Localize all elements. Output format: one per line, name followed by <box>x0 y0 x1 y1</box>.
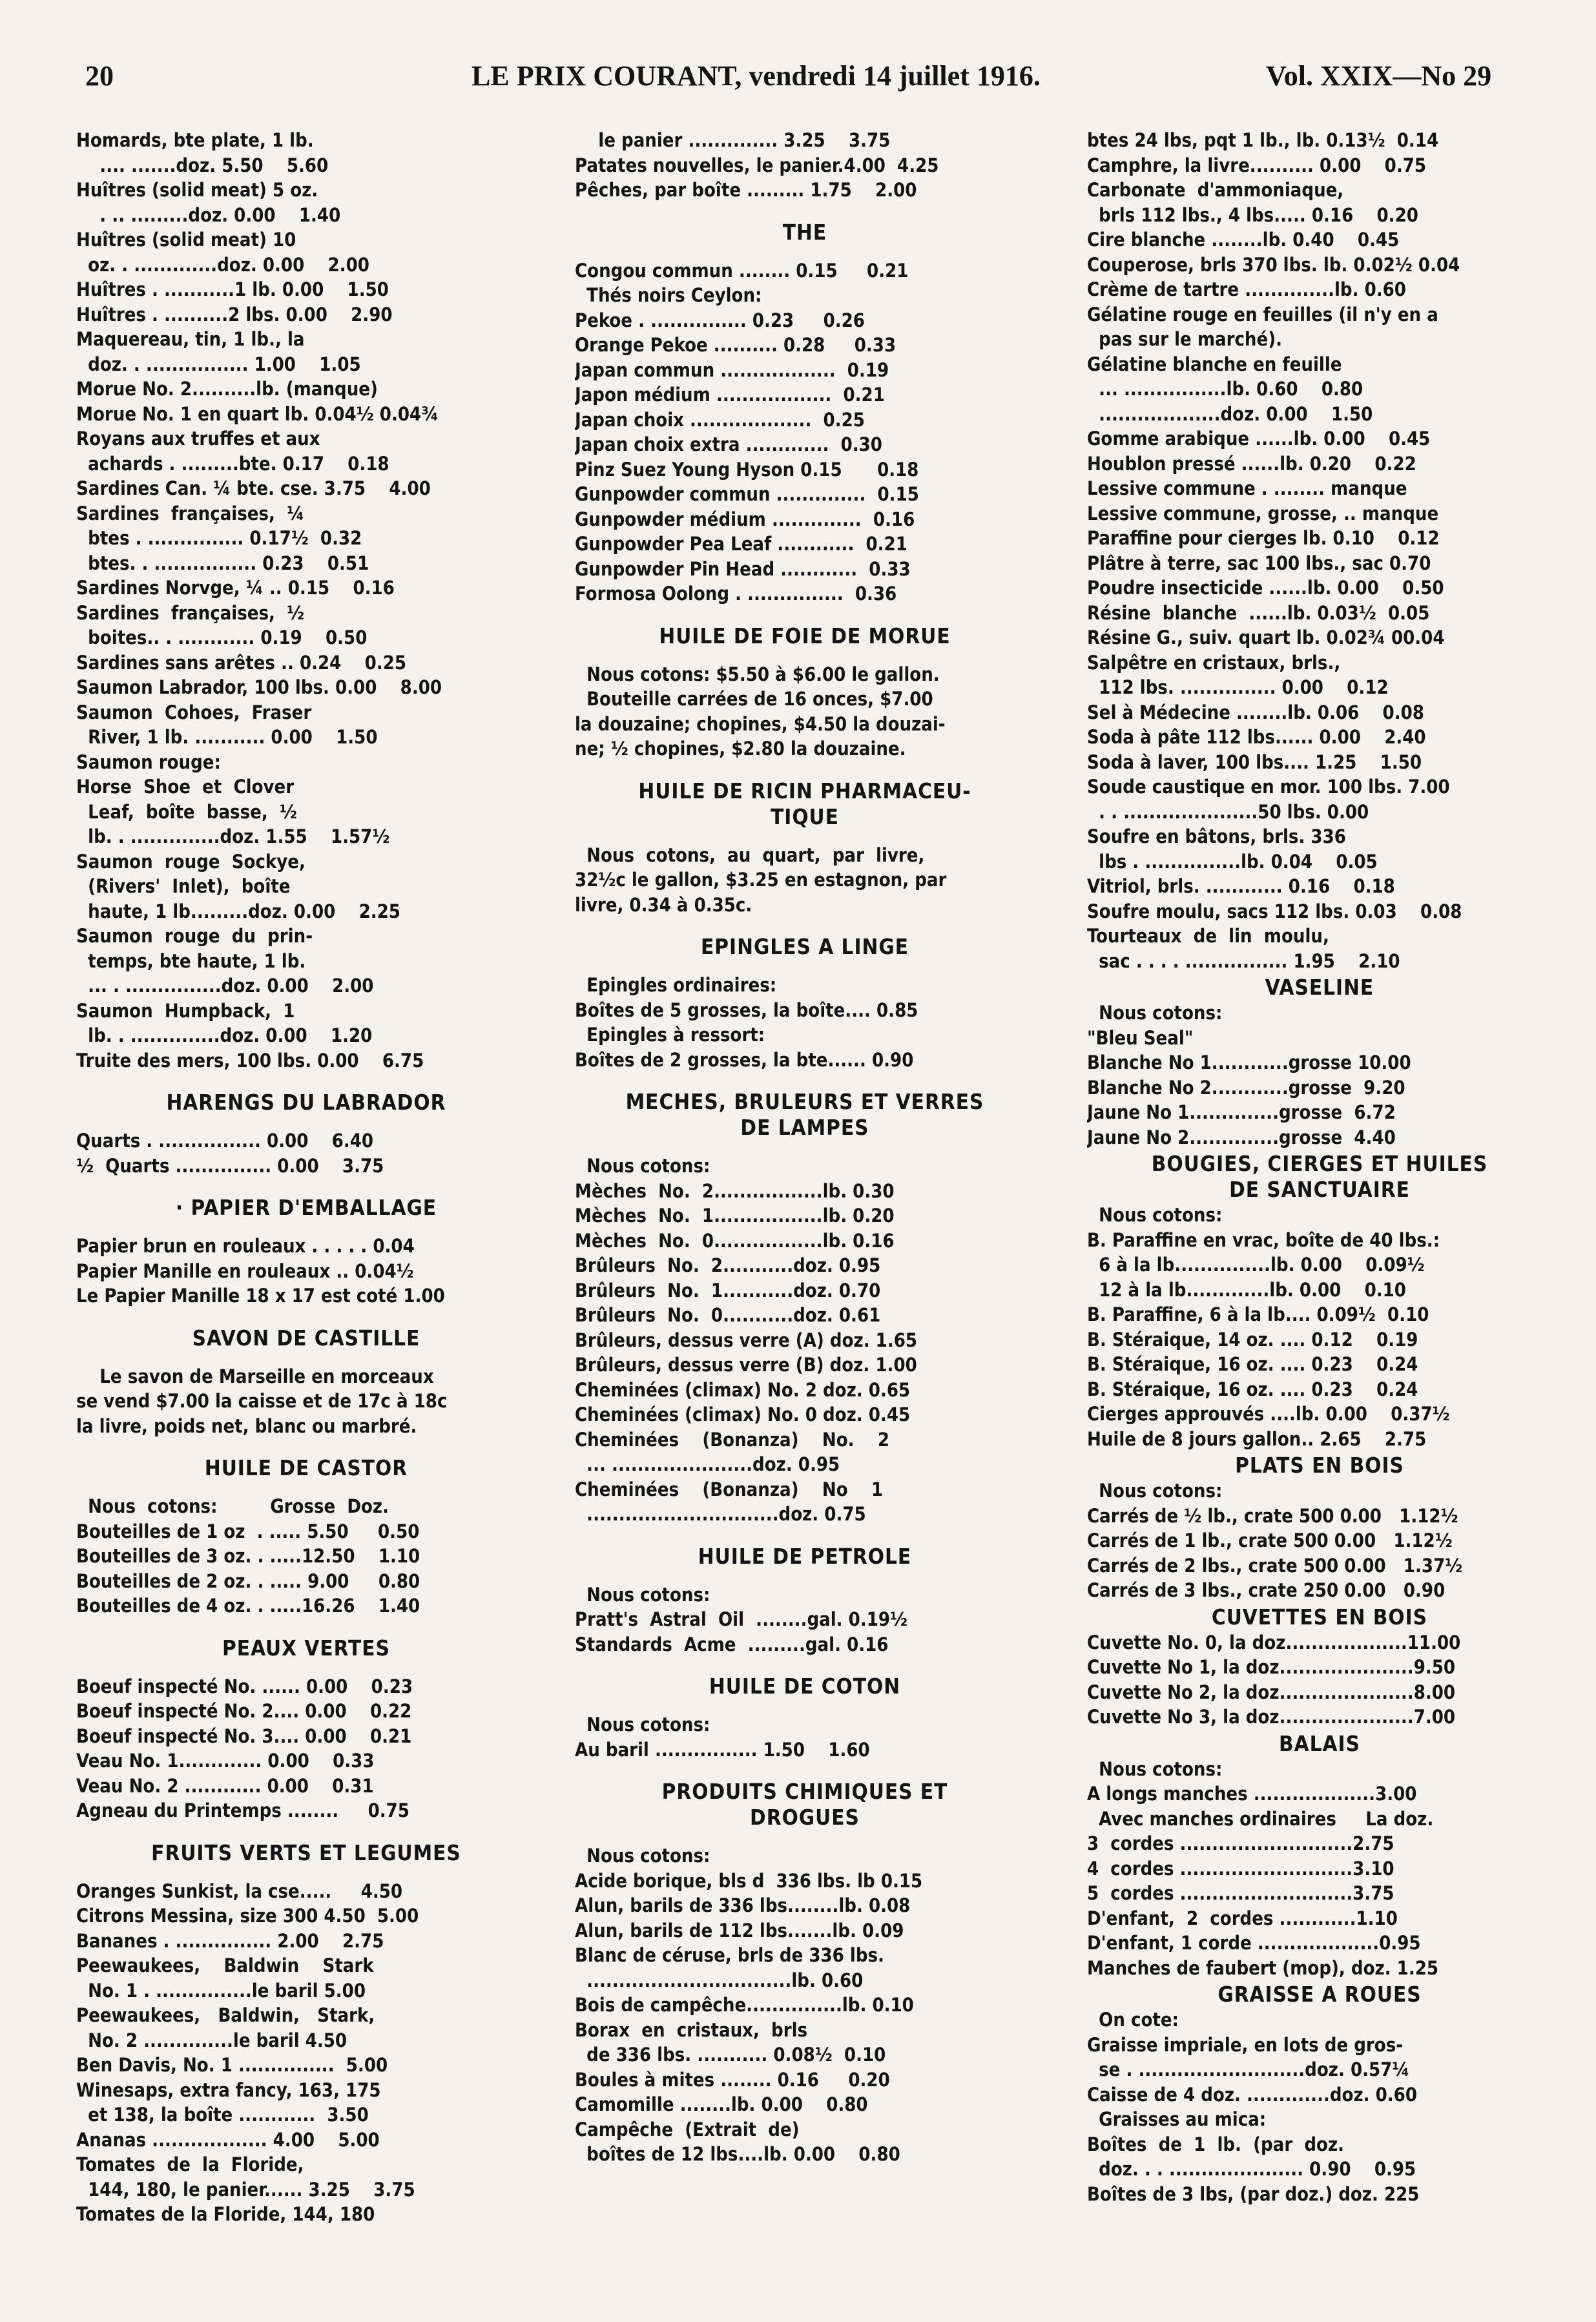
price-line: Citrons Messina, size 300 4.50 5.00 <box>76 1905 419 1927</box>
section-heading: FRUITS VERTS ET LEGUMES <box>151 1840 461 1865</box>
price-line: Cuvette No. 0, la doz...................11.00 <box>1087 1631 1461 1653</box>
price-line: Gunpowder commun .............. 0.15 <box>575 483 919 505</box>
section-heading: PLATS EN BOIS <box>1235 1453 1404 1478</box>
price-line: btes . ............... 0.17½ 0.32 <box>76 527 362 549</box>
price-line: Au baril ................ 1.50 1.60 <box>575 1738 870 1761</box>
price-line: Saumon rouge: <box>76 751 221 773</box>
price-line: brls 112 lbs., 4 lbs..... 0.16 0.20 <box>1087 203 1418 226</box>
price-line: Carrés de 2 lbs., crate 500 0.00 1.37½ <box>1087 1554 1463 1577</box>
price-line: Pêches, par boîte ......... 1.75 2.00 <box>575 179 917 201</box>
price-line: Nous cotons: <box>1087 1002 1223 1024</box>
price-line: Acide borique, bls d 336 lbs. lb 0.15 <box>575 1869 923 1892</box>
price-line: Boîtes de 3 lbs, (par doz.) doz. 225 <box>1087 2182 1420 2205</box>
price-line: et 138, la boîte ............ 3.50 <box>76 2104 369 2126</box>
price-line: Ananas .................. 4.00 5.00 <box>76 2128 380 2151</box>
price-line: Royans aux truffes et aux <box>76 428 320 450</box>
price-line: B. Stéraique, 16 oz. .... 0.23 0.24 <box>1087 1378 1418 1400</box>
price-line: Soude caustique en mor. 100 lbs. 7.00 <box>1087 776 1450 798</box>
price-line: 144, 180, le panier...... 3.25 3.75 <box>76 2178 415 2201</box>
price-line: Gunpowder Pea Leaf ............ 0.21 <box>575 533 907 555</box>
price-line: Huîtres (solid meat) 10 <box>76 229 296 251</box>
price-line: Mèches No. 2.................lb. 0.30 <box>575 1179 895 1202</box>
price-line: Nous cotons: <box>575 1714 710 1736</box>
price-line: Caisse de 4 doz. .............doz. 0.60 <box>1087 2083 1417 2106</box>
price-line: Camomille ........lb. 0.00 0.80 <box>575 2093 868 2115</box>
section-heading: BALAIS <box>1279 1730 1360 1756</box>
price-line: la livre, poids net, blanc ou marbré. <box>76 1415 417 1437</box>
price-line: Camphre, la livre.......... 0.00 0.75 <box>1087 154 1427 176</box>
price-line: Japan commun .................. 0.19 <box>575 358 889 381</box>
price-line: ................................lb. 0.60 <box>575 1969 864 1991</box>
price-line: Cire blanche ........lb. 0.40 0.45 <box>1087 229 1400 251</box>
price-line: Patates nouvelles, le panier.4.00 4.25 <box>575 154 939 176</box>
price-line: Carrés de 3 lbs., crate 250 0.00 0.90 <box>1087 1579 1446 1601</box>
price-line: Formosa Oolong . ............... 0.36 <box>575 583 897 605</box>
section-heading: PRODUITS CHIMIQUES ET DROGUES <box>661 1779 948 1830</box>
section-heading: HUILE DE CASTOR <box>204 1455 408 1480</box>
price-line: 32½c le gallon, $3.25 en estagnon, par <box>575 869 947 891</box>
price-line: Cheminées (Bonanza) No. 2 <box>575 1428 889 1451</box>
price-line: Nous cotons: <box>575 1845 710 1867</box>
price-line: Huîtres . ...........1 lb. 0.00 1.50 <box>76 278 389 300</box>
price-line: ne; ½ chopines, $2.80 la douzaine. <box>575 738 906 760</box>
price-line: Truite des mers, 100 lbs. 0.00 6.75 <box>76 1049 424 1072</box>
price-line: Saumon Humpback, 1 <box>76 999 295 1022</box>
section-heading: CUVETTES EN BOIS <box>1211 1604 1428 1630</box>
price-line: Couperose, brls 370 lbs. lb. 0.02½ 0.04 <box>1087 253 1460 276</box>
column-1 <box>76 128 536 2227</box>
price-line: Bananes . ............... 2.00 2.75 <box>76 1929 384 1952</box>
price-line: Saumon rouge Sockye, <box>76 850 306 873</box>
price-line: Nous cotons: Grosse Doz. <box>76 1495 389 1517</box>
section-heading: HUILE DE PETROLE <box>698 1543 912 1569</box>
price-line: ... ......................doz. 0.95 <box>575 1453 840 1475</box>
price-line: Epingles ordinaires: <box>575 974 777 996</box>
price-line: ½ Quarts ............... 0.00 3.75 <box>76 1154 384 1177</box>
section-heading: HARENGS DU LABRADOR <box>166 1090 446 1115</box>
price-line: Boeuf inspecté No. 2.... 0.00 0.22 <box>76 1700 412 1722</box>
price-line: Brûleurs No. 1...........doz. 0.70 <box>575 1279 881 1301</box>
price-line: B. Stéraique, 16 oz. .... 0.23 0.24 <box>1087 1353 1418 1375</box>
price-line: Sardines françaises, ¼ <box>76 502 305 524</box>
price-line: Saumon Cohoes, Fraser <box>76 701 312 723</box>
price-line: Boîtes de 5 grosses, la boîte.... 0.85 <box>575 999 918 1021</box>
price-line: Epingles à ressort: <box>575 1024 765 1046</box>
price-line: Bouteilles de 2 oz. . ..... 9.00 0.80 <box>76 1570 420 1592</box>
price-line: 3 cordes ...........................2.75 <box>1087 1832 1394 1854</box>
price-line: Saumon rouge du prin- <box>76 925 313 947</box>
publication-line: LE PRIX COURANT, vendredi 14 juillet 1916. <box>472 60 1041 92</box>
price-line: Crème de tartre ..............lb. 0.60 <box>1087 278 1406 300</box>
column-3 <box>1087 128 1552 2206</box>
price-line: Borax en cristaux, brls <box>575 2018 808 2041</box>
price-line: Papier Manille en rouleaux .. 0.04½ <box>76 1259 414 1282</box>
price-line: D'enfant, 2 cordes ............1.10 <box>1087 1907 1398 1929</box>
page-number: 20 <box>85 60 114 92</box>
price-line: Soda à laver, 100 lbs.... 1.25 1.50 <box>1087 751 1422 773</box>
price-line: Maquereau, tin, 1 lb., la <box>76 328 305 350</box>
price-line: Huile de 8 jours gallon.. 2.65 2.75 <box>1087 1427 1427 1450</box>
price-line: Sardines Norvge, ¼ .. 0.15 0.16 <box>76 577 395 599</box>
price-line: Bouteilles de 4 oz. . .....16.26 1.40 <box>76 1595 420 1617</box>
price-line: Résine G., suiv. quart lb. 0.02¾ 00.04 <box>1087 627 1445 648</box>
price-line: Nous cotons: <box>1087 1757 1223 1780</box>
price-line: Gunpowder médium .............. 0.16 <box>575 508 915 530</box>
price-line: Salpêtre en cristaux, brls., <box>1087 651 1341 674</box>
price-line: Cierges approuvés ....lb. 0.00 0.37½ <box>1087 1403 1450 1425</box>
price-line: No. 2 ..............le baril 4.50 <box>76 2029 347 2051</box>
price-line: Cuvette No 2, la doz.....................8.00 <box>1087 1681 1456 1703</box>
price-line: Gunpowder Pin Head ............ 0.33 <box>575 557 911 580</box>
price-line: Nous cotons: <box>1087 1204 1223 1226</box>
price-line: 5 cordes ...........................3.75 <box>1087 1882 1394 1904</box>
price-line: btes. . ................ 0.23 0.51 <box>76 552 369 574</box>
price-line: Morue No. 2..........lb. (manque) <box>76 378 378 400</box>
price-line: Brûleurs, dessus verre (A) doz. 1.65 <box>575 1329 918 1351</box>
price-line: doz. . . ..................... 0.90 0.95 <box>1087 2158 1416 2180</box>
price-line: Cheminées (Bonanza) No 1 <box>575 1478 884 1500</box>
price-line: Manches de faubert (mop), doz. 1.25 <box>1087 1956 1439 1979</box>
price-line: Alun, barils de 336 lbs........lb. 0.08 <box>575 1894 911 1916</box>
price-line: ... ................lb. 0.60 0.80 <box>1087 378 1363 400</box>
price-line: 6 à la lb...............lb. 0.00 0.09½ <box>1087 1254 1425 1276</box>
price-line: se . ..........................doz. 0.57¼ <box>1087 2058 1410 2080</box>
price-line: Papier brun en rouleaux . . . . . 0.04 <box>76 1235 415 1257</box>
price-line: livre, 0.34 à 0.35c. <box>575 893 752 916</box>
price-line: Tomates de la Floride, 144, 180 <box>76 2203 375 2225</box>
price-line: boîtes de 12 lbs....lb. 0.00 0.80 <box>575 2143 900 2165</box>
price-line: Boîtes de 1 lb. (par doz. <box>1087 2133 1345 2155</box>
price-line: se vend $7.00 la caisse et de 17c à 18c <box>76 1390 448 1412</box>
price-line: Lessive commune . ........ manque <box>1087 477 1407 499</box>
price-line: Standards Acme .........gal. 0.16 <box>575 1633 889 1655</box>
section-heading: THE <box>782 219 827 245</box>
price-line: haute, 1 lb.........doz. 0.00 2.25 <box>76 900 400 922</box>
section-heading: GRAISSE A ROUES <box>1218 1982 1422 2007</box>
price-line: Orange Pekoe .......... 0.28 0.33 <box>575 334 896 356</box>
price-line: Carbonate d'ammoniaque, <box>1087 179 1344 201</box>
price-line: .... .......doz. 5.50 5.60 <box>76 154 329 176</box>
price-line: 12 à la lb.............lb. 0.00 0.10 <box>1087 1278 1406 1301</box>
price-line: ... . ...............doz. 0.00 2.00 <box>76 975 374 997</box>
price-line: Boeuf inspecté No. ...... 0.00 0.23 <box>76 1675 413 1697</box>
price-line: Bouteilles de 3 oz. . .....12.50 1.10 <box>76 1545 420 1567</box>
price-line: Carrés de ½ lb., crate 500 0.00 1.12½ <box>1087 1504 1458 1527</box>
price-line: ...................doz. 0.00 1.50 <box>1087 402 1373 425</box>
price-line: Le Papier Manille 18 x 17 est coté 1.00 <box>76 1285 445 1307</box>
price-line: Blanche No 1............grosse 10.00 <box>1087 1052 1411 1073</box>
price-line: Mèches No. 0.................lb. 0.16 <box>575 1229 895 1252</box>
price-line: No. 1 . ...............le baril 5.00 <box>76 1979 366 2002</box>
price-line: Gélatine blanche en feuille <box>1087 353 1342 375</box>
price-line: Sel à Médecine ........lb. 0.06 0.08 <box>1087 701 1424 723</box>
price-line: Tourteaux de lin moulu, <box>1087 925 1329 947</box>
section-heading: MECHES, BRULEURS ET VERRES DE LAMPES <box>625 1089 984 1140</box>
price-line: 4 cordes ...........................3.10 <box>1087 1857 1394 1880</box>
price-line: Paraffine pour cierges lb. 0.10 0.12 <box>1087 527 1440 549</box>
price-line: Jaune No 2..............grosse 4.40 <box>1087 1126 1396 1148</box>
price-line: Tomates de la Floride, <box>76 2153 304 2175</box>
price-line: Cuvette No 1, la doz.....................9.50 <box>1087 1656 1456 1678</box>
price-line: Blanc de céruse, brls de 336 lbs. <box>575 1944 884 1966</box>
price-line: Gélatine rouge en feuilles (il n'y en a <box>1087 303 1438 326</box>
price-line: la douzaine; chopines, $4.50 la douzai- <box>575 712 946 735</box>
section-heading: HUILE DE COTON <box>709 1674 901 1699</box>
price-line: Bouteille carrées de 16 onces, $7.00 <box>575 688 933 710</box>
price-line: temps, bte haute, 1 lb. <box>76 949 306 972</box>
price-line: Peewaukees, Baldwin Stark <box>76 1954 374 1976</box>
price-line: "Bleu Seal" <box>1087 1026 1194 1049</box>
price-line: D'enfant, 1 corde ...................0.95 <box>1087 1932 1421 1954</box>
price-line: Nous cotons: <box>575 1583 710 1606</box>
price-line: Brûleurs No. 0...........doz. 0.61 <box>575 1304 881 1326</box>
price-line: Nous cotons: <box>575 1155 710 1177</box>
price-line: Alun, barils de 112 lbs.......lb. 0.09 <box>575 1919 904 1942</box>
price-line: Nous cotons, au quart, par livre, <box>575 844 925 866</box>
price-line: Le savon de Marseille en morceaux <box>76 1365 434 1387</box>
price-line: Brûleurs, dessus verre (B) doz. 1.00 <box>575 1354 917 1376</box>
price-line: Blanche No 2............grosse 9.20 <box>1087 1076 1405 1099</box>
price-line: oz. . .............doz. 0.00 2.00 <box>76 253 369 276</box>
price-line: Pratt's Astral Oil ........gal. 0.19½ <box>575 1608 908 1630</box>
price-line: Vitriol, brls. ............ 0.16 0.18 <box>1087 875 1395 897</box>
price-line: Brûleurs No. 2...........doz. 0.95 <box>575 1254 881 1276</box>
price-line: Résine blanche ......lb. 0.03½ 0.05 <box>1087 601 1430 624</box>
price-line: Agneau du Printemps ........ 0.75 <box>76 1799 409 1821</box>
price-line: Soufre moulu, sacs 112 lbs. 0.03 0.08 <box>1087 900 1462 922</box>
price-line: A longs manches ...................3.00 <box>1087 1783 1417 1805</box>
price-line: Bois de campêche...............lb. 0.10 <box>575 1994 914 2016</box>
price-line: B. Paraffine, 6 à la lb.... 0.09½ 0.10 <box>1087 1303 1429 1325</box>
price-line: Houblon pressé ......lb. 0.20 0.22 <box>1087 452 1416 475</box>
price-line: Mèches No. 1.................lb. 0.20 <box>575 1205 895 1227</box>
price-line: Soda à pâte 112 lbs...... 0.00 2.40 <box>1087 726 1426 748</box>
price-line: Saumon Labrador, 100 lbs. 0.00 8.00 <box>76 676 442 698</box>
price-line: Huîtres (solid meat) 5 oz. <box>76 179 318 201</box>
price-line: ..............................doz. 0.75 <box>575 1503 866 1525</box>
price-line: Congou commun ........ 0.15 0.21 <box>575 259 909 282</box>
section-heading: BOUGIES, CIERGES ET HUILES DE SANCTUAIRE <box>1151 1151 1488 1202</box>
price-line: Winesaps, extra fancy, 163, 175 <box>76 2078 381 2101</box>
price-line: Morue No. 1 en quart lb. 0.04½ 0.04¾ <box>76 402 439 425</box>
price-line: 112 lbs. ............... 0.00 0.12 <box>1087 676 1389 698</box>
section-heading: HUILE DE RICIN PHARMACEU- TIQUE <box>638 778 971 829</box>
price-line: Japan choix ................... 0.25 <box>575 408 865 431</box>
column-2 <box>575 128 1035 2167</box>
price-line: Horse Shoe et Clover <box>76 776 295 798</box>
price-line: le panier .............. 3.25 3.75 <box>575 129 891 151</box>
price-line: Ben Davis, No. 1 ............... 5.00 <box>76 2054 388 2076</box>
price-line: Lessive commune, grosse, .. manque <box>1087 502 1439 524</box>
price-line: btes 24 lbs, pqt 1 lb., lb. 0.13½ 0.14 <box>1087 129 1439 151</box>
price-line: de 336 lbs. ........... 0.08½ 0.10 <box>575 2044 886 2066</box>
price-line: . . .....................50 lbs. 0.00 <box>1087 800 1369 823</box>
price-line: achards . .........bte. 0.17 0.18 <box>76 452 389 475</box>
section-heading: PEAUX VERTES <box>222 1635 390 1661</box>
section-heading: EPINGLES A LINGE <box>701 934 909 959</box>
price-line: Graisses au mica: <box>1087 2108 1267 2130</box>
price-line: Poudre insecticide ......lb. 0.00 0.50 <box>1087 577 1444 599</box>
price-line: lb. . ..............doz. 0.00 1.20 <box>76 1024 373 1046</box>
volume-number: Vol. XXIX—No 29 <box>1266 60 1492 92</box>
price-line: Leaf, boîte basse, ½ <box>76 800 297 823</box>
price-line: Sardines françaises, ½ <box>76 601 305 624</box>
price-line: Boîtes de 2 grosses, la bte...... 0.90 <box>575 1048 914 1071</box>
price-line: Pekoe . ............... 0.23 0.26 <box>575 309 865 331</box>
price-line: On cote: <box>1087 2009 1179 2031</box>
price-line: Sardines Can. ¼ bte. cse. 3.75 4.00 <box>76 477 431 499</box>
price-line: B. Paraffine en vrac, boîte de 40 lbs.: <box>1087 1228 1440 1251</box>
price-line: Bouteilles de 1 oz . ..... 5.50 0.50 <box>76 1520 420 1542</box>
price-line: Jaune No 1..............grosse 6.72 <box>1087 1101 1396 1123</box>
price-line: (Rivers' Inlet), boîte <box>76 875 291 897</box>
price-line: Cheminées (climax) No. 0 doz. 0.45 <box>575 1404 911 1425</box>
price-line: Soufre en bâtons, brls. 336 <box>1087 825 1346 847</box>
price-line: Homards, bte plate, 1 lb. <box>76 129 314 151</box>
section-heading: SAVON DE CASTILLE <box>192 1325 420 1351</box>
price-line: River, 1 lb. ........... 0.00 1.50 <box>76 726 378 748</box>
price-line: Boules à mites ........ 0.16 0.20 <box>575 2068 890 2091</box>
price-line: Avec manches ordinaires La doz. <box>1087 1807 1434 1830</box>
price-line: Japan choix extra ............. 0.30 <box>575 433 882 455</box>
price-line: Peewaukees, Baldwin, Stark, <box>76 2004 375 2026</box>
price-line: Nous cotons: <box>1087 1480 1223 1502</box>
price-line: Huîtres . ..........2 lbs. 0.00 2.90 <box>76 303 393 326</box>
price-line: Plâtre à terre, sac 100 lbs., sac 0.70 <box>1087 552 1431 574</box>
section-heading: · PAPIER D'EMBALLAGE <box>175 1195 437 1220</box>
price-line: Pinz Suez Young Hyson 0.15 0.18 <box>575 458 919 481</box>
section-heading: VASELINE <box>1265 975 1374 1000</box>
price-line: Cuvette No 3, la doz.....................7.00 <box>1087 1706 1456 1728</box>
price-line: Oranges Sunkist, la cse..... 4.50 <box>76 1880 403 1902</box>
price-line: sac . . . . ................ 1.95 2.10 <box>1087 949 1400 972</box>
price-line: boites.. . ............ 0.19 0.50 <box>76 627 368 648</box>
price-line: Campêche (Extrait de) <box>575 2118 800 2141</box>
price-line: Carrés de 1 lb., crate 500 0.00 1.12½ <box>1087 1529 1453 1551</box>
price-line: B. Stéraique, 14 oz. .... 0.12 0.19 <box>1087 1328 1418 1351</box>
price-line: pas sur le marché). <box>1087 328 1283 350</box>
price-line: Thés noirs Ceylon: <box>575 284 762 306</box>
price-line: Veau No. 2 ............ 0.00 0.31 <box>76 1774 374 1797</box>
price-line: lbs . ...............lb. 0.04 0.05 <box>1087 850 1378 873</box>
price-line: Gomme arabique ......lb. 0.00 0.45 <box>1087 428 1431 450</box>
price-line: Quarts . ................ 0.00 6.40 <box>76 1130 374 1152</box>
page-header <box>78 59 1531 105</box>
price-line: Sardines sans arêtes .. 0.24 0.25 <box>76 651 406 674</box>
price-line: Veau No. 1............. 0.00 0.33 <box>76 1750 375 1772</box>
price-line: doz. . ................ 1.00 1.05 <box>76 353 361 375</box>
price-line: Japon médium .................. 0.21 <box>575 384 885 406</box>
price-line: Cheminées (climax) No. 2 doz. 0.65 <box>575 1378 911 1401</box>
price-line: Nous cotons: $5.50 à $6.00 le gallon. <box>575 663 940 685</box>
price-line: . .. .........doz. 0.00 1.40 <box>76 203 341 226</box>
section-heading: HUILE DE FOIE DE MORUE <box>659 623 951 648</box>
price-line: Graisse impriale, en lots de gros- <box>1087 2033 1404 2056</box>
price-line: Boeuf inspecté No. 3.... 0.00 0.21 <box>76 1725 412 1747</box>
price-line: lb. . ..............doz. 1.55 1.57½ <box>76 825 390 847</box>
